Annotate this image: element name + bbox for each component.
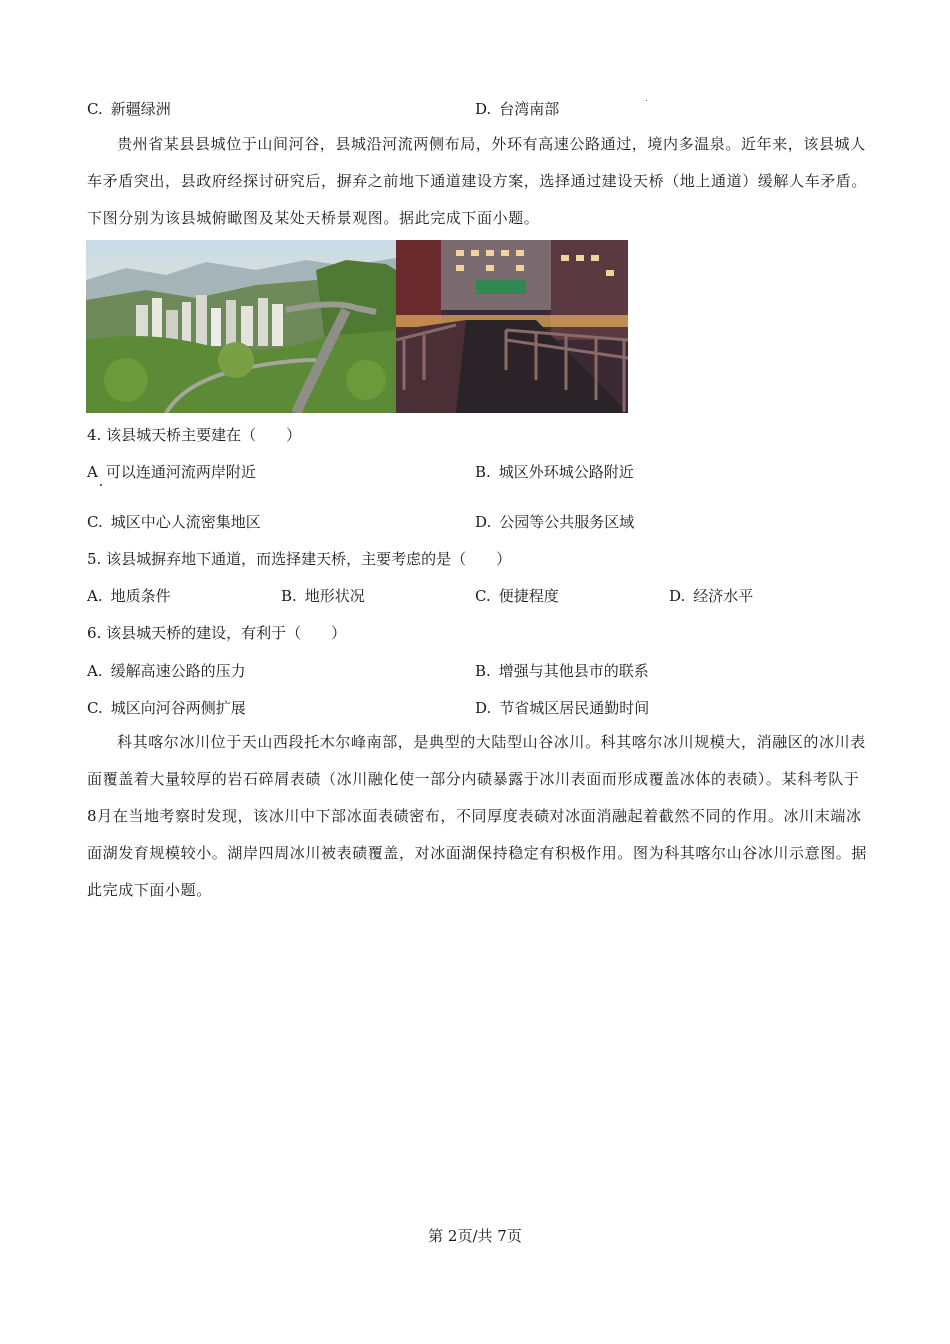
q4-option-b: B. 城区外环城公路附近	[475, 463, 634, 481]
passage-glacier: 科其喀尔冰川位于天山西段托木尔峰南部，是典型的大陆型山谷冰川。科其喀尔冰川规模大，消融区的冰川表面覆盖着大量较厚的岩石碎屑表碛（冰川融化使一部分内碛暴露于冰川表面而形成覆盖冰体的表碛）。某科考队于8月在当地考察时发现，该冰川中下部冰面表碛密布，不同厚度表碛对冰面消融起着截然不同的作用。冰川末端冰面湖发育规模较小。湖岸四周冰川被表碛覆盖，对冰面湖保持稳定有积极作用。图为科其喀尔山谷冰川示意图。据此完成下面小题。	[87, 733, 868, 899]
passage-guizhou: 贵州省某县县城位于山间河谷，县城沿河流两侧布局，外环有高速公路通过，境内多温泉。近年来，该县城人车矛盾突出，县政府经探讨研究后，摒弃之前地下通道建设方案，选择通过建设天桥（地上通道）缓解人车矛盾。下图分别为该县城俯瞰图及某处天桥景观图。据此完成下面小题。	[87, 135, 868, 227]
overpass-night-photo	[396, 240, 628, 413]
q5-stem: 5. 该县城摒弃地下通道，而选择建天桥，主要考虑的是（ ）	[87, 550, 512, 568]
q5-option-b: B. 地形状况	[281, 587, 365, 605]
stray-dot	[646, 100, 647, 101]
q4-stem: 4. 该县城天桥主要建在（ ）	[87, 426, 302, 444]
stray-dot	[100, 484, 102, 486]
q4-option-a: A 可以连通河流两岸附近	[87, 463, 256, 481]
county-aerial-photo	[86, 240, 396, 413]
q4-option-c: C. 城区中心人流密集地区	[87, 513, 261, 531]
q5-option-c: C. 便捷程度	[475, 587, 559, 605]
option-c-prev: C. 新疆绿洲	[87, 100, 171, 118]
q6-option-c: C. 城区向河谷两侧扩展	[87, 699, 246, 717]
q6-stem: 6. 该县城天桥的建设，有利于（ ）	[87, 624, 347, 642]
q6-option-b: B. 增强与其他县市的联系	[475, 662, 649, 680]
option-d-prev: D. 台湾南部	[475, 100, 560, 118]
q5-option-a: A. 地质条件	[87, 587, 171, 605]
q6-option-d: D. 节省城区居民通勤时间	[475, 699, 650, 717]
q6-option-a: A. 缓解高速公路的压力	[87, 662, 246, 680]
figure-photos	[86, 240, 628, 413]
q4-option-d: D. 公园等公共服务区域	[475, 513, 635, 531]
q5-option-d: D. 经济水平	[669, 587, 754, 605]
page-footer: 第 2页/共 7页	[428, 1227, 522, 1245]
